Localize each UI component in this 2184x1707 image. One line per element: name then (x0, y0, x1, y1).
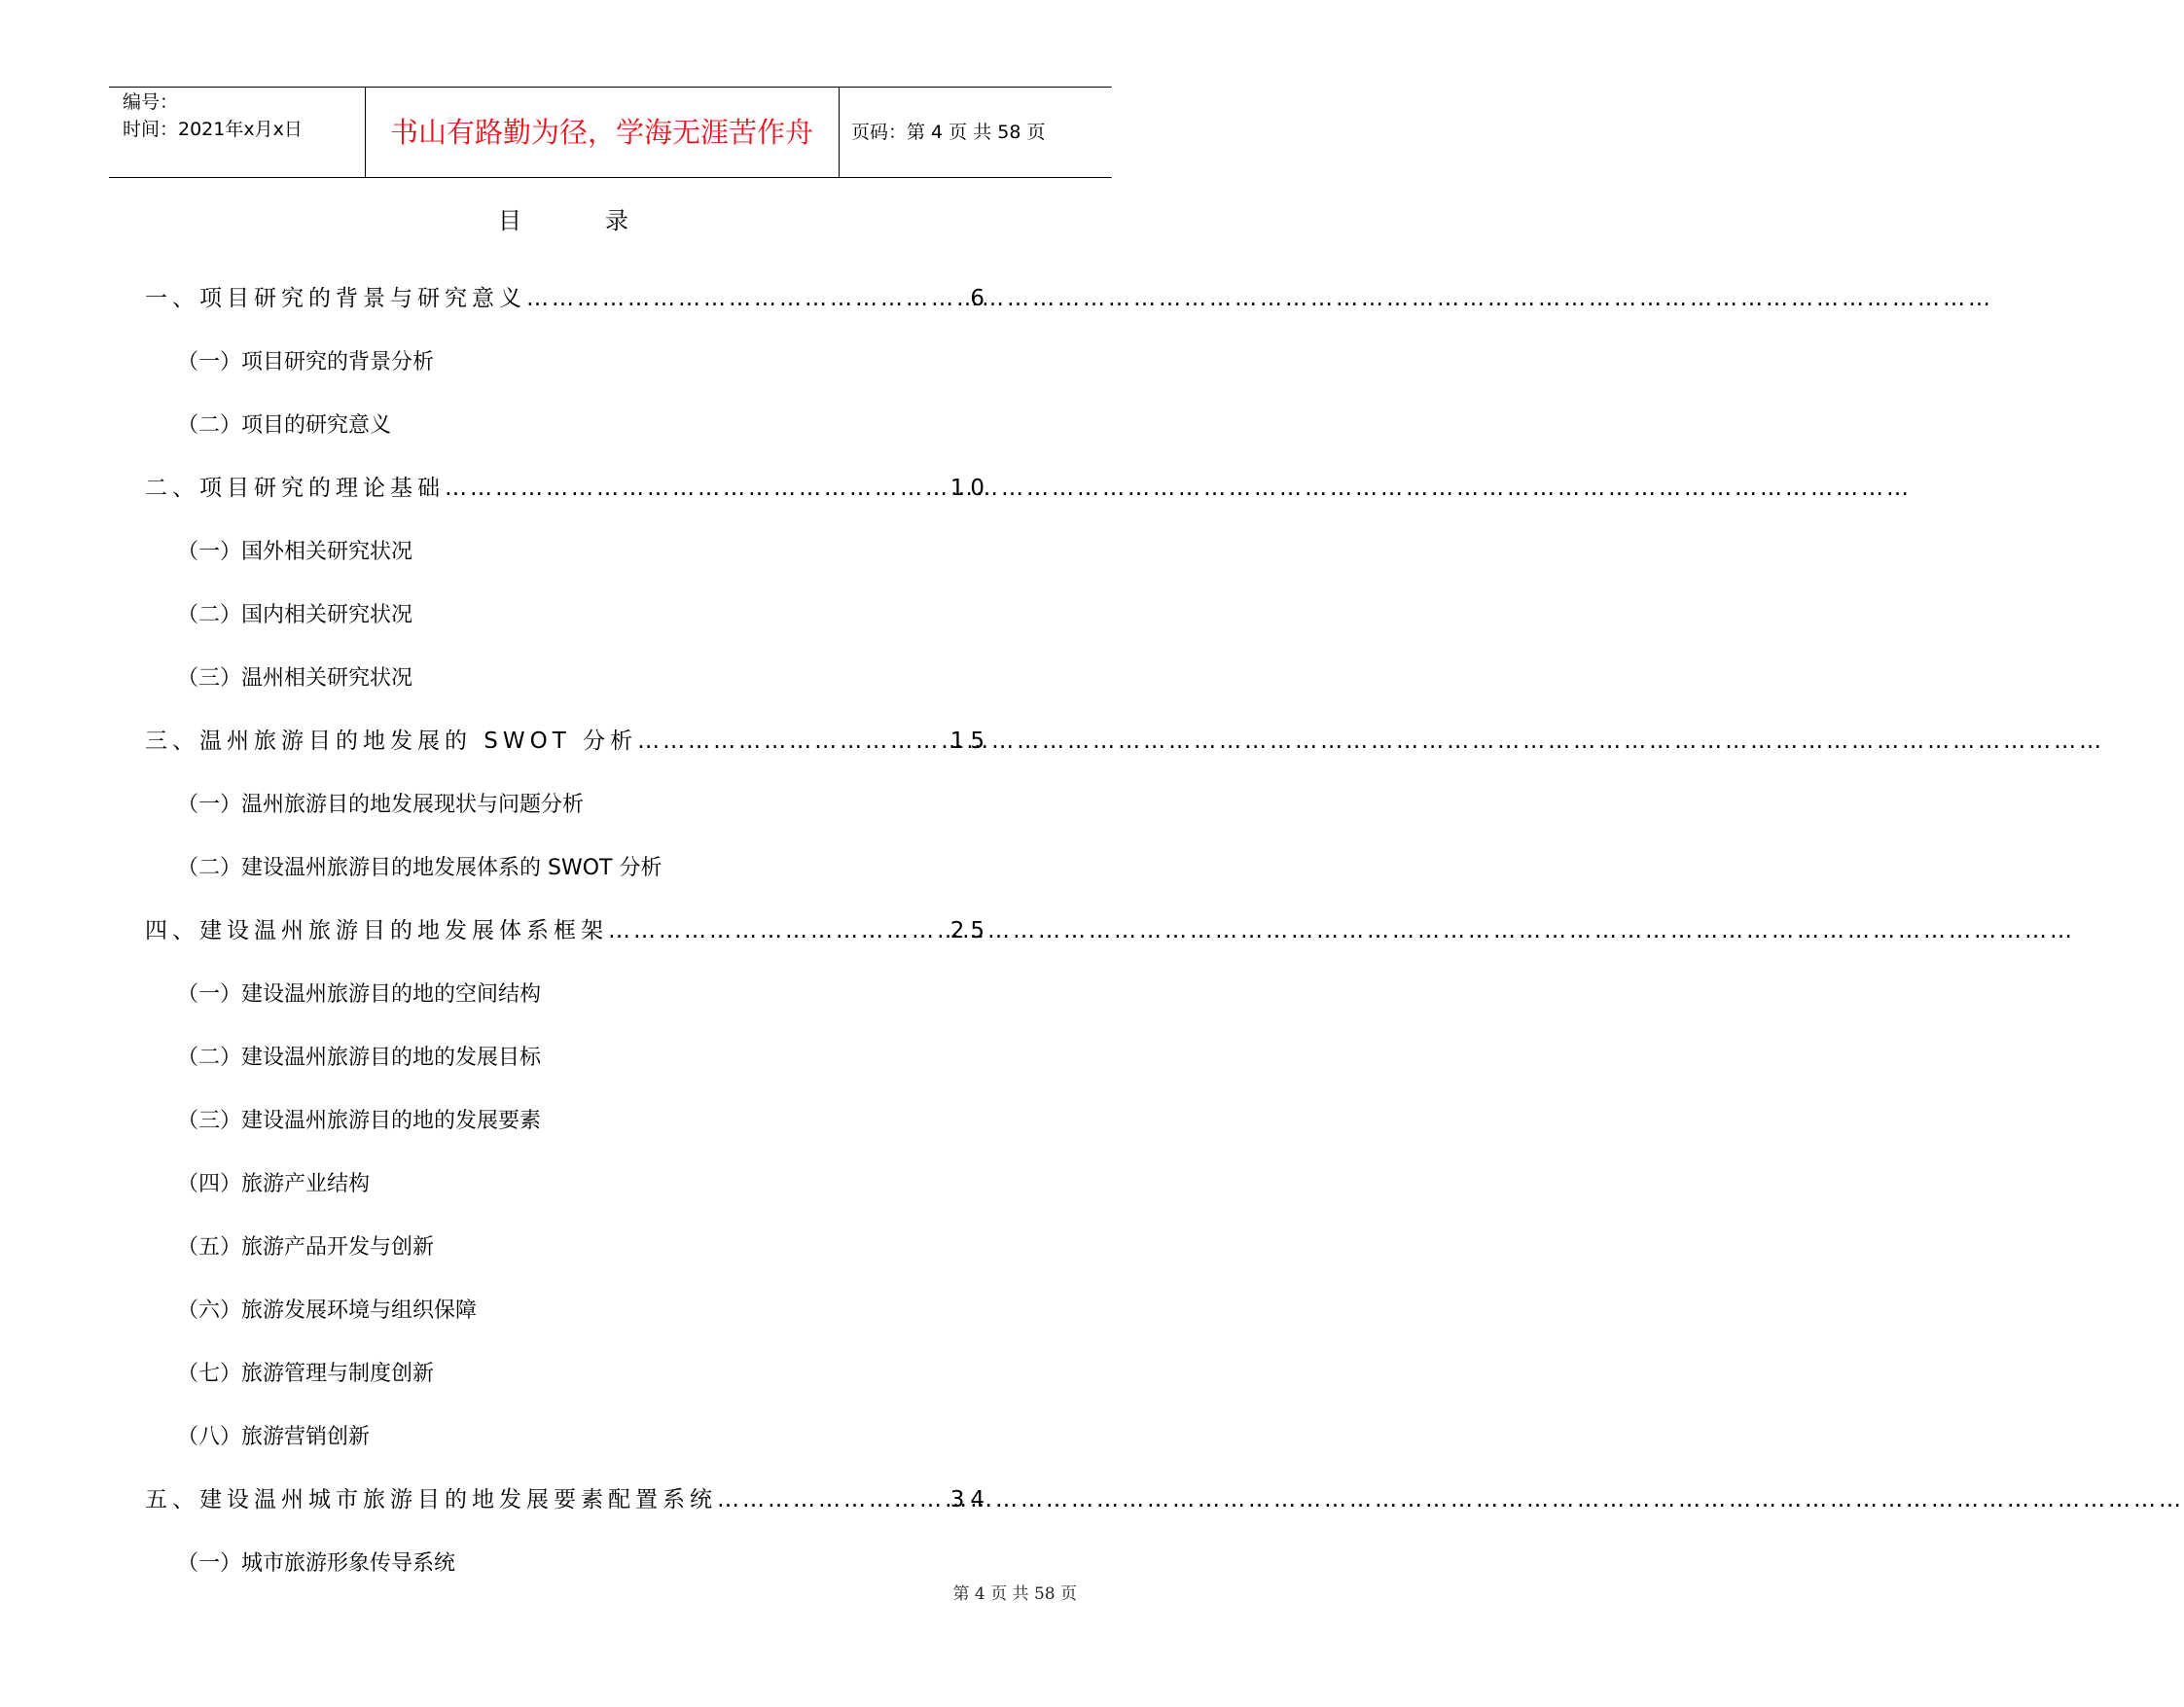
toc-subsection-entry: （二）建设温州旅游目的地发展体系的 SWOT 分析 (177, 856, 662, 880)
toc-subsection-entry: （一）建设温州旅游目的地的空间结构 (177, 982, 542, 1007)
header-middle-cell (365, 88, 840, 177)
document-time-label: 时间：2021年x月x日 (123, 119, 303, 140)
toc-section-title: 五、建设温州城市旅游目的地发展要素配置系统 (145, 1487, 717, 1512)
toc-subsection-entry: （三）建设温州旅游目的地的发展要素 (177, 1109, 542, 1133)
toc-page-number: 25 (949, 918, 990, 943)
toc-subsection-entry: （七）旅游管理与制度创新 (177, 1362, 435, 1386)
toc-title-char-1: 目 (498, 207, 521, 234)
toc-page-number: 15 (949, 729, 990, 754)
toc-section-title: 一、项目研究的背景与研究意义 (145, 286, 526, 311)
toc-subsection-entry: （六）旅游发展环境与组织保障 (177, 1298, 478, 1323)
toc-section-entry (145, 710, 990, 773)
toc-subsection-entry: （一）温州旅游目的地发展现状与问题分析 (177, 793, 585, 817)
toc-section-title: 二、项目研究的理论基础 (145, 476, 445, 501)
motto-text: 书山有路勤为径，学海无涯苦作舟 (389, 116, 813, 149)
header-right-cell (840, 88, 1112, 177)
toc-subsection-entry: （一）国外相关研究状况 (177, 540, 413, 564)
toc-section-entry (145, 1469, 990, 1532)
toc-section-entry (145, 267, 990, 331)
toc-subsection-entry: （一）城市旅游形象传导系统 (177, 1551, 456, 1576)
header-table (109, 87, 1112, 178)
toc-title-char-2: 录 (605, 207, 628, 234)
header-page-info: 页码：第 4 页 共 58 页 (851, 122, 1046, 143)
toc-leader-dots (526, 267, 970, 331)
toc-section-entry (145, 900, 990, 963)
toc-page-number: 6 (970, 286, 990, 311)
toc-page-number: 34 (949, 1487, 990, 1512)
toc-leader-dots (717, 1469, 950, 1532)
toc-leader-dots (608, 900, 950, 963)
toc-section-title: 四、建设温州旅游目的地发展体系框架 (145, 918, 608, 943)
document-number-label: 编号： (123, 91, 179, 113)
toc-leader-dots (637, 710, 950, 773)
toc-section-entry (145, 457, 990, 520)
footer-page-number: 第 4 页 共 58 页 (952, 1584, 1077, 1604)
toc-leader-dots (445, 457, 950, 520)
toc-subsection-entry: （八）旅游营销创新 (177, 1425, 371, 1449)
toc-section-title: 三、温州旅游目的地发展的 SWOT 分析 (145, 729, 638, 754)
toc-subsection-entry: （三）温州相关研究状况 (177, 666, 413, 691)
toc-page-number: 10 (949, 476, 990, 501)
toc-subsection-entry: （四）旅游产业结构 (177, 1172, 371, 1196)
toc-subsection-entry: （五）旅游产品开发与创新 (177, 1235, 435, 1260)
toc-subsection-entry: （二）国内相关研究状况 (177, 603, 413, 627)
toc-subsection-entry: （二）项目的研究意义 (177, 413, 392, 438)
toc-subsection-entry: （二）建设温州旅游目的地的发展目标 (177, 1046, 542, 1070)
table-of-contents (0, 267, 1207, 1595)
header-left-cell (109, 88, 366, 177)
toc-subsection-entry: （一）项目研究的背景分析 (177, 350, 435, 374)
